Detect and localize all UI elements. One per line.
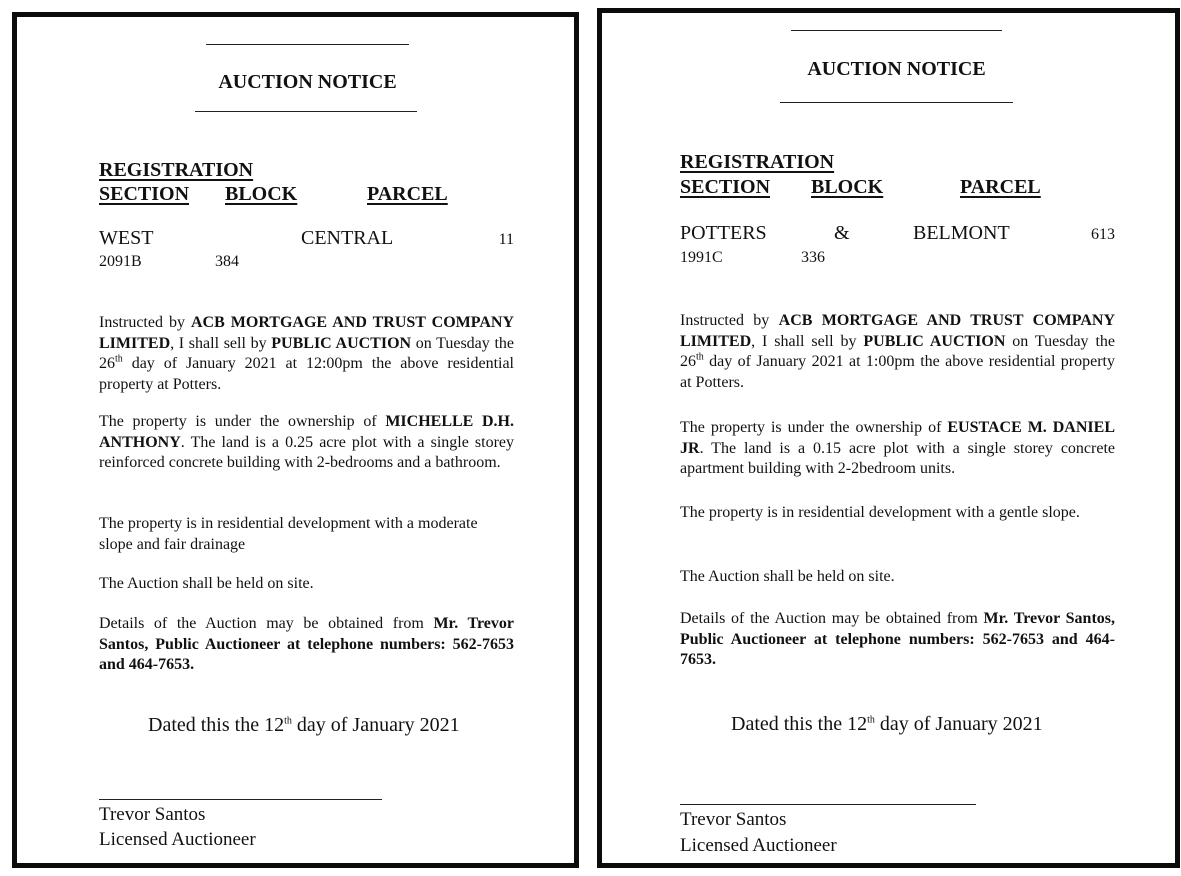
- block-value: CENTRAL: [301, 227, 394, 249]
- col-parcel: PARCEL: [960, 176, 1041, 198]
- site-paragraph: The Auction shall be held on site.: [680, 568, 895, 585]
- col-block: BLOCK: [811, 176, 884, 198]
- signature-line: [680, 804, 976, 805]
- dated-line: Dated this the 12th day of January 2021: [731, 713, 1043, 735]
- signer-title: Licensed Auctioneer: [680, 835, 837, 856]
- notice-title: AUCTION NOTICE: [218, 71, 397, 93]
- section-number: 2091B: [99, 253, 142, 270]
- col-parcel: PARCEL: [367, 183, 448, 205]
- contact-paragraph: Details of the Auction may be obtained from Mr. Trevor Santos, Public Auctioneer at telephone numbers: 562-7653 and 464-7653.: [680, 610, 1115, 669]
- section-ampersand: &: [834, 222, 850, 244]
- signer-name: Trevor Santos: [680, 809, 787, 830]
- registration-label: REGISTRATION: [680, 151, 835, 173]
- section-number: 1991C: [680, 249, 723, 266]
- section-value: WEST: [99, 227, 154, 249]
- parcel-value: 11: [498, 231, 514, 248]
- col-section: SECTION: [680, 176, 771, 198]
- title-top-rule: [791, 30, 1002, 31]
- parcel-value: 613: [1091, 226, 1115, 243]
- development-paragraph: The property is in residential development with a gentle slope.: [680, 504, 1080, 521]
- instruction-paragraph: Instructed by ACB MORTGAGE AND TRUST COMPANY LIMITED, I shall sell by PUBLIC AUCTION on Tuesday the 26th day of January 2021 at 1:00pm the above residential property at Potters.: [680, 312, 1116, 392]
- block-number: 384: [215, 253, 239, 270]
- col-block: BLOCK: [225, 183, 298, 205]
- col-section: SECTION: [99, 183, 190, 205]
- signature-line: [99, 799, 382, 800]
- title-bottom-rule: [195, 111, 417, 112]
- section-value: POTTERS: [680, 222, 767, 244]
- development-paragraph: The property is in residential development with a moderate slope and fair drainage: [99, 515, 478, 553]
- signer-title: Licensed Auctioneer: [99, 829, 256, 850]
- instruction-paragraph: Instructed by ACB MORTGAGE AND TRUST COMPANY LIMITED, I shall sell by PUBLIC AUCTION on Tuesday the 26th day of January 2021 at 12:00pm the above residential property at Potters.: [99, 314, 514, 394]
- ownership-paragraph: The property is under the ownership of MICHELLE D.H. ANTHONY. The land is a 0.25 acre plot with a single storey reinforced concrete building with 2-bedrooms and a bathroom.: [99, 413, 515, 472]
- registration-label: REGISTRATION: [99, 159, 254, 181]
- auction-notice-left: [12, 12, 579, 868]
- ownership-paragraph: The property is under the ownership of EUSTACE M. DANIEL JR. The land is a 0.15 acre plot with a single storey concrete apartment building with 2-2bedroom units.: [680, 419, 1115, 478]
- contact-paragraph: Details of the Auction may be obtained from Mr. Trevor Santos, Public Auctioneer at telephone numbers: 562-7653 and 464-7653.: [99, 615, 514, 674]
- site-paragraph: The Auction shall be held on site.: [99, 575, 314, 592]
- dated-line: Dated this the 12th day of January 2021: [148, 714, 460, 736]
- notice-title: AUCTION NOTICE: [807, 58, 986, 80]
- block-value: BELMONT: [913, 222, 1010, 244]
- signer-name: Trevor Santos: [99, 804, 206, 825]
- title-top-rule: [206, 44, 409, 45]
- block-number: 336: [801, 249, 825, 266]
- auction-notice-right: [597, 8, 1180, 868]
- title-bottom-rule: [780, 102, 1013, 103]
